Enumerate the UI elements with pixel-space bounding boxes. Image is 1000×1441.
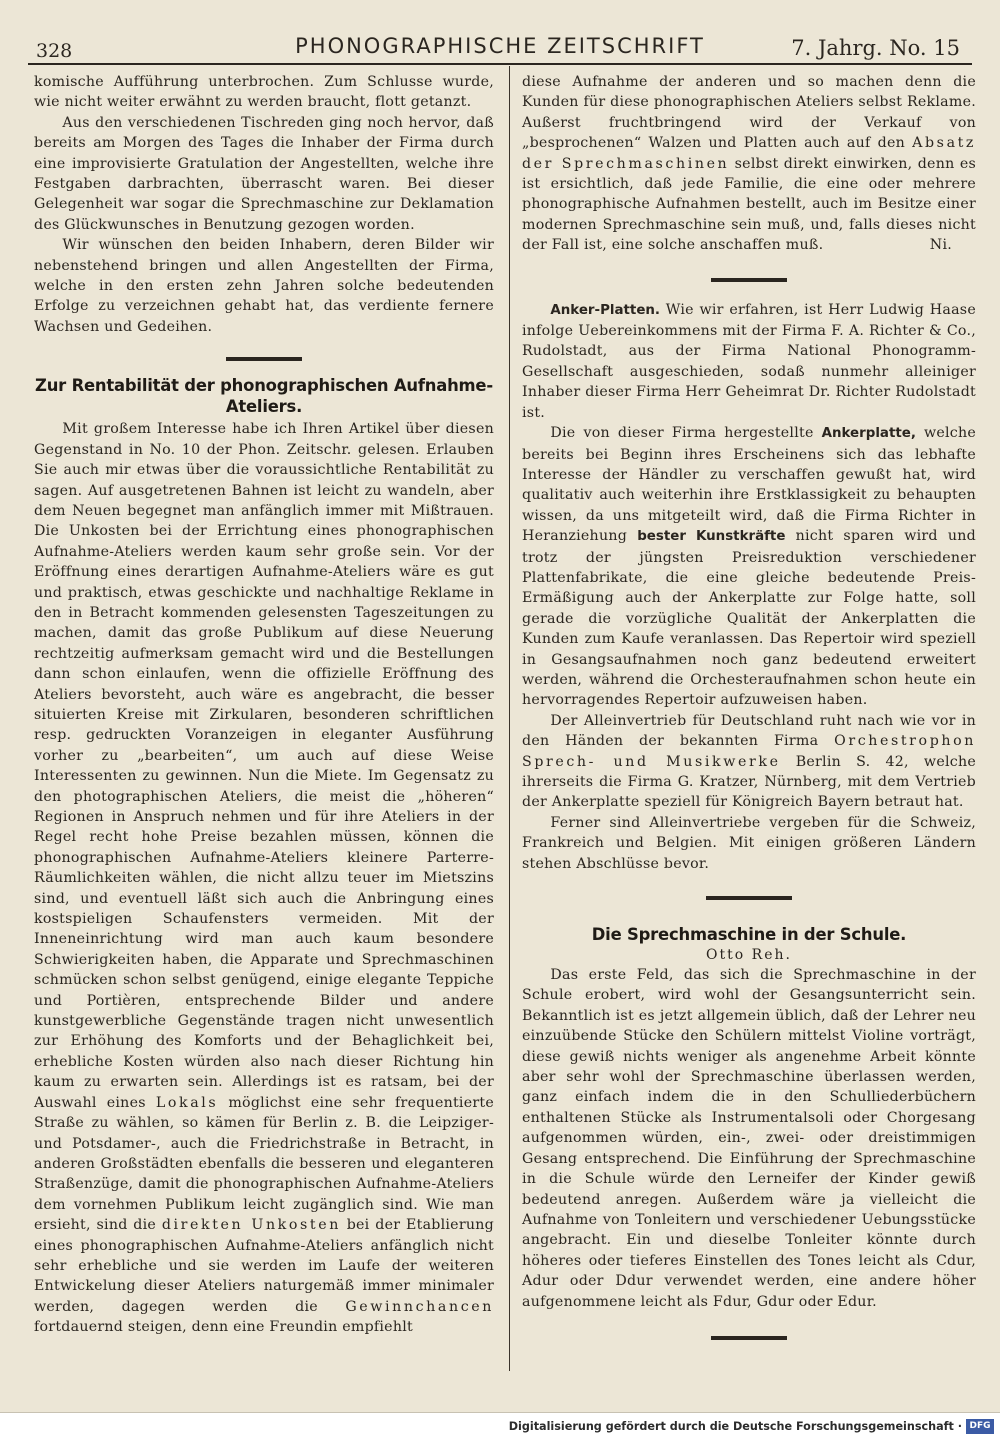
- text-run: bei der Etablierung eines phonographischen Aufnahme-Ateliers anfänglich nicht sehr erhebliche und sie werden im Laufe der weiteren Entwickelung dieser Ateliers naturgemäß immer minimaler werden, dagegen werden die: [34, 1217, 494, 1315]
- text-run: Wie wir erfahren, ist Herr Ludwig Haase infolge Uebereinkommens mit der Firma F. A. Richter & Co., Rudolstadt, aus der Firma National Phonogramm-Gesellschaft ausgeschieden, sodaß nunmehr alleiniger Inhaber dieser Firma Herr Geheimrat Dr. Richter Rudolstadt ist.: [522, 301, 976, 421]
- text-run: Der Alleinvertrieb für Deutschland ruht nach wie vor in den Händen der bekannten Firma: [522, 712, 976, 750]
- text-run: welche bereits bei Beginn ihres Erscheinens sich das lebhafte Interesse der Händler zu verschaffen gewußt hat, wird qualitativ auch weiterhin ihre Erstklassigkeit zu behaupten wissen, da uns mitgeteilt wird, daß die Firma Richter in Heranziehung: [522, 425, 976, 545]
- author-signature: Ni.: [929, 237, 952, 254]
- issue-label: 7. Jahrg. No. 15: [791, 36, 960, 60]
- header-rule: [28, 63, 972, 65]
- text-run: möglichst eine sehr frequentierte Straße zu wählen, so kämen für Berlin z. B. die Leipziger- und Potsdamer-, auch die Friedrichstraße in Betracht, in anderen Großstädten ebenfalls die besseren und eleganteren Straßenzüge, damit die phonographischen Aufnahme-Ateliers dem vornehmen Publikum leicht zugänglich sind. Wie man ersieht, sind die: [34, 1094, 494, 1234]
- article-paragraph: [34, 419, 494, 1337]
- spaced-emphasis: Gewinnchancen: [345, 1298, 494, 1315]
- column-divider: [509, 66, 510, 1371]
- anker-paragraph: [522, 300, 976, 423]
- dfg-logo: DFG: [966, 1419, 994, 1434]
- journal-title: PHONOGRAPHISCHE ZEITSCHRIFT: [295, 34, 705, 58]
- right-column: [522, 72, 976, 1354]
- text-run: diese Aufnahme der anderen und so machen denn die Kunden für diese phonographischen Ateliers selbst Reklame. Außerst fruchtbringend wird der Verkauf von „besprochenen“ Walzen und Platten auch auf den: [522, 74, 976, 152]
- left-column: [34, 72, 494, 1338]
- spaced-emphasis: Absatz der Sprechmaschinen: [522, 135, 976, 172]
- text-run: Berlin S. 42, welche ihrerseits die Firma G. Kratzer, Nürnberg, mit dem Vertrieb der Ankerplatte speziell für Königreich Bayern betraut hat.: [522, 753, 976, 811]
- text-run: Die von dieser Firma hergestellte: [550, 425, 814, 442]
- spaced-emphasis: direkten Unkosten: [161, 1217, 341, 1234]
- intro-paragraph: komische Aufführung unterbrochen. Zum Schlusse wurde, wie nicht weiter erwähnt zu werden braucht, flott getanzt.: [34, 74, 494, 111]
- spaced-emphasis: Lokals: [155, 1094, 219, 1111]
- anker-paragraph: Ferner sind Alleinvertriebe vergeben für die Schweiz, Frankreich und Belgien. Mit einigen größeren Ländern stehen Abschlüsse bevor.: [522, 814, 976, 872]
- anker-paragraph: [522, 423, 976, 711]
- section-divider: [711, 278, 787, 282]
- article-author: Otto Reh.: [706, 947, 792, 964]
- text-run: fortdauernd steigen, denn eine Freundin empfiehlt: [34, 1319, 413, 1336]
- footer-bar: [0, 1412, 1000, 1441]
- item-lead: Anker-Platten.: [550, 302, 661, 318]
- article-title: Zur Rentabilität der phonographischen Aufnahme-Ateliers.: [35, 376, 493, 417]
- section-divider: [706, 896, 792, 900]
- intro-paragraph: Aus den verschiedenen Tischreden ging noch hervor, daß bereits am Morgen des Tages die Inhaber der Firma durch eine improvisierte Gratulation der Angestellten, welche ihre Festgaben darbrachten, überrascht waren. Bei dieser Gelegenheit war sogar die Sprechmaschine zur Deklamation des Glückwunsches in Benutzung gezogen worden.: [34, 114, 494, 233]
- page-number: 328: [36, 40, 73, 62]
- article-paragraph: Das erste Feld, das sich die Sprechmaschine in der Schule erobert, wird wohl der Gesangsunterricht sein. Bekanntlich ist es jetzt allgemein üblich, daß der Lehrer neu einzuübende Stücke den Schülern mittelst Violine vorträgt, diese gewiß nichts weniger als angenehme Arbeit könnte aber sehr wohl der Sprechmaschine überlassen werden, ganz einfach indem die in den Schulliederbüchern enthaltenen Stücke als Instrumentalsoli oder Chorgesang aufgenommen würden, ein-, zwei- oder dreistimmigen Gesang entsprechend. Die Einführung der Sprechmaschine in die Schule würde den Lerneifer der Kinder gewiß bedeutend anregen. Außerdem wäre ja vielleicht die Aufnahme von Tonleitern und verschiedener Uebungsstücke angebracht. Ein und dieselbe Tonleiter könnte durch höheres oder tieferes Einstellen des Tones leicht als Cdur, Adur oder Ddur verwendet werden, eine andere höher aufgenommene leicht als Fdur, Gdur oder Edur.: [522, 967, 976, 1310]
- intro-paragraph: Wir wünschen den beiden Inhabern, deren Bilder wir nebenstehend bringen und allen Angestellten der Firma, welche in den ersten zehn Jahren solche bedeutenden Erfolge zu verzeichnen gehabt hat, das verdiente fernere Wachsen und Gedeihen.: [34, 237, 494, 335]
- text-run: selbst direkt einwirken, denn es ist ersichtlich, daß jede Familie, die eine oder mehrere phonographische Aufnahmen bestellt, auch im Besitze einer modernen Sprechmaschine sein muß, und, falls dieses nicht der Fall ist, eine solche anschaffen muß.: [522, 155, 976, 254]
- bold-emphasis: Ankerplatte,: [821, 426, 916, 442]
- continued-paragraph: [522, 72, 976, 256]
- section-divider: [226, 357, 302, 361]
- funding-credit: Digitalisierung gefördert durch die Deutsche Forschungsgemeinschaft ·: [508, 1420, 962, 1433]
- article-title: Die Sprechmaschine in der Schule.: [591, 925, 907, 945]
- section-divider: [711, 1336, 787, 1340]
- spaced-emphasis: Orchestrophon Sprech- und Musikwerke: [522, 733, 976, 770]
- text-run: Mit großem Interesse habe ich Ihren Artikel über diesen Gegenstand in No. 10 der Phon. Zeitschr. gelesen. Erlauben Sie auch mir etwas über die voraussichtliche Rentabilität zu sagen. Auf ausgetretenen Bahnen ist leicht zu wandeln, aber dem Neuen begegnet man anfänglich immer mit Mißtrauen. Die Unkosten bei der Errichtung eines phonographischen Aufnahme-Ateliers werden kaum sehr große sein. Vor der Eröffnung eines derartigen Aufnahme-Ateliers wäre es gut und praktisch, etwas geschickte und nachhaltige Reklame in den in Betracht kommenden gelesensten Tageszeitungen zu machen, damit das große Publikum auf diese Neuerung rechtzeitig aufmerksam gemacht wird und die Bestellungen dann schon einlaufen, wenn die offizielle Eröffnung des Ateliers bevorsteht, auch wäre es angebracht, die besser situierten Kreise mit Zirkularen, besonderen schriftlichen resp. gedruckten Voranzeigen in eleganter Ausführung vorher zu „bearbeiten“, um auch auf diese Weise Interessenten zu gewinnen. Nun die Miete. Im Gegensatz zu den photographischen Ateliers, die meist die „höheren“ Regionen in Anspruch nehmen und für ihre Ateliers in der Regel recht hohe Preise bezahlen müssen, können die phonographischen Aufnahme-Ateliers kleinere Parterre-Räumlichkeiten wählen, die nicht allzu teuer im Mietszins sind, und eventuell läßt sich auch die Anbringung eines kostspieligen Schaufensters vermeiden. Mit der Inneneinrichtung wird man auch kaum besondere Schwierigkeiten haben, die Apparate und Sprechmaschinen schmücken schon selbst genügend, einige elegante Teppiche und Portièren, entsprechende Bilder und andere kunstgewerbliche Gegenstände tragen nicht unwesentlich zur Erhöhung des Komforts und der Behaglichkeit bei, erhebliche Kosten würden also nach dieser Richtung hin kaum zu erwarten sein. Allerdings ist es ratsam, bei der Auswahl eines: [34, 421, 494, 1111]
- text-run: nicht sparen wird und trotz der jüngsten Preisreduktion verschiedener Plattenfabrikate, die eine gleiche bedeutende Preis-Ermäßigung auch der Ankerplatte zur Folge hatte, soll gerade die vorzügliche Qualität der Ankerplatten die Kunden zum Kaufe veranlassen. Das Repertoir wird speziell in Gesangsaufnahmen noch ganz bedeutend erweitert werden, während die Orchesteraufnahmen schon heute ein hervorragendes Repertoir aufzuweisen haben.: [522, 528, 977, 709]
- bold-emphasis: bester Kunstkräfte: [637, 529, 786, 545]
- anker-paragraph: [522, 711, 976, 813]
